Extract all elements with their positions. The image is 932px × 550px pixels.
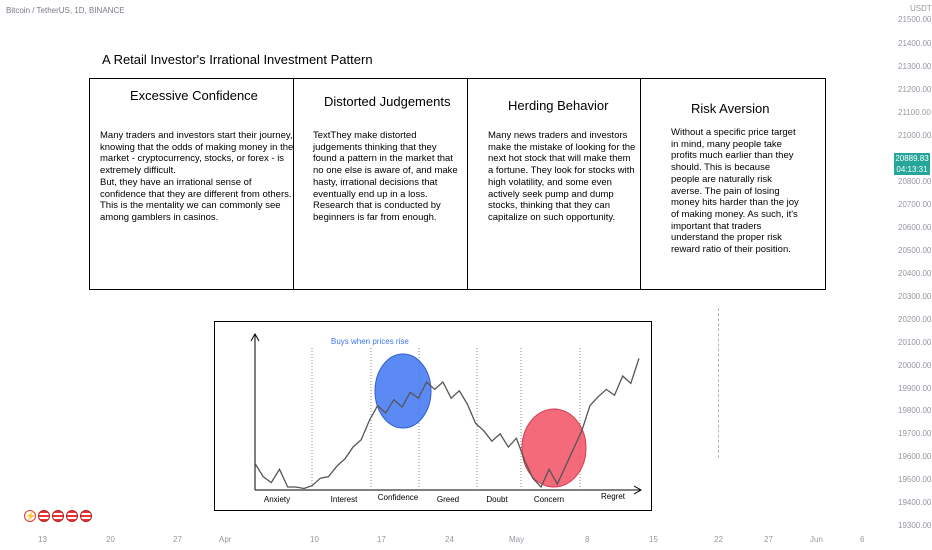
column-herding-behavior — [468, 79, 641, 289]
price-axis-label: 20800.00 — [898, 177, 932, 186]
time-axis-label: 20 — [106, 535, 115, 544]
time-axis-label: 15 — [649, 535, 658, 544]
current-price-tag — [894, 153, 930, 175]
us-flag-icon[interactable] — [66, 510, 78, 522]
price-axis-label: 19600.00 — [898, 452, 932, 461]
column-excessive-confidence — [90, 79, 294, 289]
countdown-timer: 04:13:31 — [896, 165, 928, 174]
buys-annotation: Buys when prices rise — [331, 337, 409, 346]
time-axis-label: 17 — [377, 535, 386, 544]
price-axis-label: 20500.00 — [898, 246, 932, 255]
column-risk-aversion — [641, 79, 825, 289]
time-axis-label: 10 — [310, 535, 319, 544]
us-flag-icon[interactable] — [38, 510, 50, 522]
price-axis-label: 21000.00 — [898, 131, 932, 140]
price-axis-label: 21300.00 — [898, 62, 932, 71]
column-body: Many traders and investors start their journey, knowing that the odds of making money in the market - cryptocurrency, stocks, or forex - is extremely difficult. But, they have an irrational sense of confidence that they are different from others. This is the mentality we can commonly see among gamblers in casinos. — [100, 130, 294, 223]
time-axis-label: 27 — [764, 535, 773, 544]
column-body: Many news traders and investors make the mistake of looking for the next hot stock that will make them a fortune. They look for stocks with high volatility, and some even actively seek pump and dump stocks, thinking that they can capitalize on such opportunity. — [488, 130, 636, 223]
us-flag-icon[interactable] — [80, 510, 92, 522]
time-axis-label: 24 — [445, 535, 454, 544]
price-axis-label: 19300.00 — [898, 521, 932, 530]
emotion-cycle-diagram — [214, 321, 652, 511]
stage-label: Regret — [600, 492, 626, 501]
price-axis-label: 20000.00 — [898, 361, 932, 370]
stage-label: Greed — [436, 495, 460, 504]
flash-icon[interactable]: ⚡ — [25, 511, 37, 521]
time-axis-label: 13 — [38, 535, 47, 544]
price-axis-label: 20200.00 — [898, 315, 932, 324]
stage-label: Concern — [533, 495, 565, 504]
stage-label: Interest — [330, 495, 358, 504]
price-axis-label: 20300.00 — [898, 292, 932, 301]
stage-label: Doubt — [486, 495, 508, 504]
info-table — [89, 78, 826, 290]
price-axis-label: 21100.00 — [898, 108, 931, 117]
price-axis-label: 21500.00 — [898, 15, 932, 24]
price-axis-label: 21400.00 — [898, 39, 932, 48]
indicator-icons — [24, 510, 92, 522]
dashed-vertical-line — [718, 308, 719, 458]
time-axis-label: Jun — [810, 535, 823, 544]
price-axis-label: 19900.00 — [898, 384, 932, 393]
price-axis-label: 20100.00 — [898, 338, 932, 347]
column-body: TextThey make distorted judgements thinking that they found a pattern in the market that no one else is aware of, and make hasty, irrational decisions that eventually end up in a loss. Research that is conducted by beginners is far from enough. — [313, 130, 458, 223]
time-axis-label: 6 — [860, 535, 865, 544]
currency-label: USDT — [910, 4, 932, 13]
time-axis-label: Apr — [219, 535, 232, 544]
time-axis-label: 8 — [585, 535, 590, 544]
stage-label: Anxiety — [263, 495, 291, 504]
column-title: Herding Behavior — [508, 98, 609, 113]
column-body: Without a specific price target in mind, many people take profits much earlier than they should. This is because people are naturally risk averse. The pain of losing money hits harder than the joy of making money. As such, it's important that traders understand the proper risk reward ratio of their position. — [671, 127, 799, 256]
stage-label: Confidence — [377, 493, 419, 502]
price-axis[interactable] — [892, 0, 932, 550]
time-axis-label: 22 — [714, 535, 723, 544]
time-axis-label: 27 — [173, 535, 182, 544]
column-title: Distorted Judgements — [324, 94, 451, 109]
current-price: 20889.83 — [895, 154, 929, 163]
headline: A Retail Investor's Irrational Investment Pattern — [102, 52, 373, 67]
price-axis-label: 19500.00 — [898, 475, 932, 484]
price-axis-label: 20700.00 — [898, 200, 932, 209]
us-flag-icon[interactable] — [52, 510, 64, 522]
price-axis-label: 19700.00 — [898, 429, 932, 438]
column-title: Risk Aversion — [691, 101, 770, 116]
column-title: Excessive Confidence — [130, 88, 258, 103]
price-axis-label: 20400.00 — [898, 269, 932, 278]
price-axis-label: 20600.00 — [898, 223, 932, 232]
price-axis-label: 19800.00 — [898, 406, 932, 415]
emotion-cycle-svg — [215, 322, 651, 510]
time-axis[interactable] — [0, 528, 892, 550]
symbol-title[interactable]: Bitcoin / TetherUS, 1D, BINANCE — [6, 6, 125, 15]
column-distorted-judgements — [294, 79, 468, 289]
time-axis-label: May — [509, 535, 525, 544]
price-axis-label: 19400.00 — [898, 498, 932, 507]
price-axis-label: 21200.00 — [898, 85, 932, 94]
